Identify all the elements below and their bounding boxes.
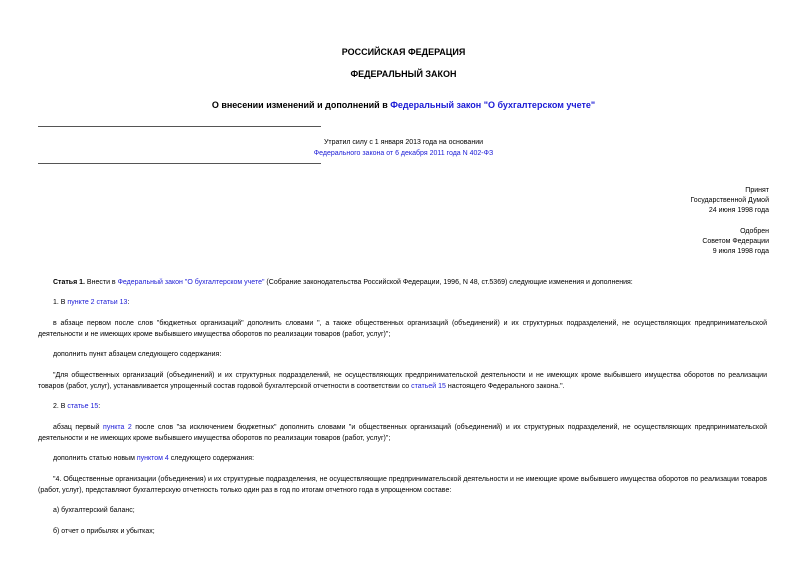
article-1-text-a: Внести в (84, 279, 118, 286)
quote-1-text-a: "Для общественных организаций (объединений) и их структурных подразделений, не осуществляющих предпринимательской деятельности и не имеющих кроме выбывшего имущества оборотов по реализации товаров (работ, услуг), устанавливается упрощенный состав годовой бухгалтерской отчетности в соответствии со (38, 372, 767, 390)
divider-bottom (38, 163, 321, 164)
add-item-4-text-b: следующего содержания: (168, 455, 255, 462)
accepted-line: Принят (745, 187, 769, 194)
law-title-link[interactable]: Федеральный закон "О бухгалтерском учете" (390, 100, 596, 110)
law-title (0, 100, 807, 111)
country-heading: РОССИЙСКАЯ ФЕДЕРАЦИЯ (341, 47, 466, 57)
list-item-b: б) отчет о прибылях и убытках; (53, 528, 155, 535)
approved-by: Советом Федерации (702, 238, 769, 245)
paragraph-quote-2: "4. Общественные организации (объединения) и их структурные подразделения, не осуществляющие предпринимательской деятельности и не имеющие кроме выбывшего имущества оборотов по реализации товаров (работ, услуг), представляют бухгалтерскую отчетность только один раз в год по итогам отчетного года в упрощенном составе: (38, 476, 767, 494)
status-line: Утратил силу с 1 января 2013 года на основании (323, 139, 484, 146)
law-title-prefix: О внесении изменений и дополнений в (211, 100, 391, 110)
quote-1-link[interactable]: статьей 15 (411, 382, 446, 390)
item-1-suffix: : (127, 299, 130, 306)
item-2-prefix: 2. В (53, 403, 68, 410)
paragraph-abzats-2 (38, 423, 767, 444)
document-type-heading: ФЕДЕРАЛЬНЫЙ ЗАКОН (350, 69, 457, 79)
paragraph-add-item-4 (38, 454, 767, 465)
add-item-4-link[interactable]: пунктом 4 (136, 455, 169, 462)
divider-top (38, 126, 321, 127)
article-1-text-b: (Собрание законодательства Российской Федерации, 1996, N 48, ст.5369) следующие изменения и дополнения: (264, 279, 633, 286)
approved-line: Одобрен (740, 228, 769, 235)
item-1-prefix: 1. В (53, 299, 68, 306)
item-2-link[interactable]: статье 15 (67, 403, 99, 410)
item-1-link[interactable]: пункте 2 статьи 13 (67, 299, 128, 306)
accepted-block (690, 186, 769, 216)
item-1 (38, 298, 767, 309)
paragraph-abzats-1: в абзаце первом после слов "бюджетных организаций" дополнить словами ", а также общественных организаций (объединений) и их структурных подразделений, не осуществляющих предпринимательской деятельности и не имеющих кроме выбывшего имущества оборотов по реализации товаров (работ, услуг)"; (38, 320, 767, 338)
abzats-2-link[interactable]: пункта 2 (103, 424, 132, 431)
article-1 (38, 278, 767, 289)
item-2 (38, 402, 767, 413)
approved-date: 9 июля 1998 года (712, 248, 769, 255)
paragraph-quote-1 (38, 371, 767, 392)
status-link-wrapper (300, 149, 507, 159)
paragraph-add-abzats: дополнить пункт абзацем следующего содержания: (53, 351, 222, 358)
accepted-date: 24 июня 1998 года (708, 207, 769, 214)
abzats-2-text-b: после слов "за исключением бюджетных" дополнить словами "и общественных организаций (объединений) и их структурных подразделений, не осуществляющих предпринимательской деятельности и не имеющих кроме выбывшего имущества оборотов по реализации товаров (работ, услуг)"; (38, 424, 768, 442)
article-1-label: Статья 1. (53, 279, 85, 286)
repealing-law-link[interactable]: Федерального закона от 6 декабря 2011 года N 402-ФЗ (313, 150, 494, 157)
accepted-by: Государственной Думой (690, 197, 769, 204)
abzats-2-text-a: абзац первый (53, 424, 104, 431)
quote-1-text-b: настоящего Федерального закона.". (445, 382, 565, 390)
add-item-4-text-a: дополнить статью новым (53, 455, 137, 462)
approved-block (702, 227, 769, 257)
article-1-link[interactable]: Федеральный закон "О бухгалтерском учете" (117, 279, 265, 286)
item-2-suffix: : (98, 403, 101, 410)
list-item-a: а) бухгалтерский баланс; (53, 507, 135, 514)
